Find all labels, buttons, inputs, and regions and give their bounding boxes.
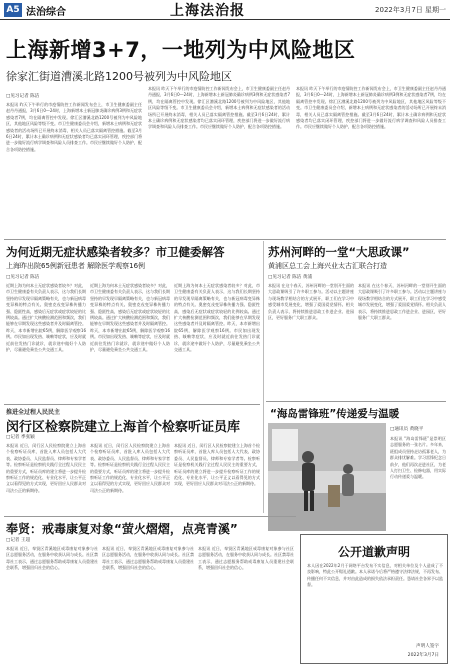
lead-body-col3: 本报讯 昨天下午举行的市疫情防控工作新闻发布会上，市卫生健康委副主任赵丹丹通报，3月6日0—24时，上海新增本土新冠肺炎确诊病例3例和无症状感染者7例，均在隔离管控中发现。徐汇区漕溪北路1200号被列为中风险地区，其他地区风险等级不变。市卫生健康委员会介绍，新增本土病例和无症状感染者的活动场所已开展终末消毒，相关人员已落实隔离管控措施。截至3月6日24时，累计本土确诊病例和无症状感染者均已落实闭环管理，疾控部门将进一步做好流行病学调查和风险人员排查工作。市民应继续做好个人防护，配合各项防控措施。: [296, 86, 446, 130]
article2-body-col1: 近期上海为何本土无症状感染者较多？对此，市卫生健康委有关负责人表示，这与我们长期坚持的早发现早隔离策略有关，也与新冠病毒变异株的特点有关。奥密克戎变异株传播力强、隐匿性高，感染后无症状或症状较轻的比例较高。通过扩大核酸检测范围和频次，我们能够在早期发现这些感染者并及时隔离管控。昨天，本市新增出院65例，解除医学观察16例。市民如出现发热、咳嗽等症状，应及时就近前往发热门诊就诊，就诊途中做好个人防护，尽量避免乘坐公共交通工具。: [6, 283, 86, 353]
photo-scene-icon: [268, 423, 386, 531]
section-name: 法治综合: [26, 7, 66, 18]
divider: [4, 239, 446, 240]
article4-body: 本报讯 “海岛雷锋班”是崇明区志愿服务的一张名片。多年来，班组成员坚持走访孤寡老人，为群众排忧解难。学习雷锋纪念日前夕，他们再次走进社区，为老人打扫卫生、检修电器，用实际行动传递爱与温暖。: [390, 436, 446, 480]
article6-headline: 奉贤：戒毒康复对象“萤火熠熠，点亮青溪”: [6, 522, 238, 536]
notice-date: 2022年3月7日: [407, 653, 439, 658]
article5-headline: 闵行区检察院建立上海首个检察听证员库: [6, 420, 241, 435]
divider: [4, 516, 296, 517]
lead-subhead: 徐家汇街道漕溪北路1200号被列为中风险地区: [6, 70, 232, 83]
article2-subhead: 上海昨出院65例新冠患者 解除医学观察16例: [6, 262, 146, 270]
issue-date: 2022年3月7日 星期一: [375, 6, 446, 14]
article2-body-col2: 近期上海为何本土无症状感染者较多？对此，市卫生健康委有关负责人表示，这与我们长期坚持的早发现早隔离策略有关，也与新冠病毒变异株的特点有关。奥密克戎变异株传播力强、隐匿性高，感染后无症状或症状较轻的比例较高。通过扩大核酸检测范围和频次，我们能够在早期发现这些感染者并及时隔离管控。昨天，本市新增出院65例，解除医学观察16例。市民如出现发热、咳嗽等症状，应及时就近前往发热门诊就诊，就诊途中做好个人防护，尽量避免乘坐公共交通工具。: [90, 283, 170, 353]
notice-signature: 声明人签字: [416, 644, 439, 649]
article3-headline: 苏州河畔的一堂“大思政课”: [268, 245, 410, 259]
article5-body-col3: 本报讯 近日，闵行区人民检察院建立上海首个检察听证员库，首批入库人员包括人大代表、政协委员、人民监督员、律师和专家学者等。检察听证是检察机关践行全过程人民民主的重要方式，听证员库的建立将进一步提升检察听证工作的规范化、专业化水平，让公平正义以看得见的方式实现，更好回应人民群众对司法公正的新期待。: [174, 443, 260, 487]
article6-body-col3: 本报讯 近日，奉贤区青溪地区戒毒康复对象参与社区志愿服务活动，在服务中收获认同与成长。社区禁毒社工表示，通过志愿服务帮助戒毒康复人员重建社会联系，增强回归社会的信心。: [198, 546, 294, 571]
notice-body: 本人因在2022年2月于网络平台发布不实信息，对相关单位及个人造成了不良影响，特此公开赔礼道歉。本人承诺今后将严格遵守法律法规，不再发布、传播任何不实信息，并对由此造成的损失依法承担责任。恳请社会各界予以监督。: [307, 563, 443, 588]
column-divider: [263, 241, 264, 513]
article2-headline: 为何近期无症状感染者较多？市卫健委解答: [6, 245, 225, 259]
article2-byline: □见习记者 陈洁: [6, 275, 40, 280]
article4-headline: “海岛雷锋班”传递爱与温暖: [270, 408, 400, 420]
article5-kicker: 推进全过程人民民主: [6, 409, 61, 416]
newspaper-logo: 上海法治报: [170, 3, 245, 19]
article6-byline: □记者 王超: [6, 538, 31, 543]
article4-photo: [268, 423, 386, 531]
page-number: A5: [4, 3, 22, 17]
lead-body-col1: 本报讯 昨天下午举行的市疫情防控工作新闻发布会上，市卫生健康委副主任赵丹丹通报，3月6日0—24时，上海新增本土新冠肺炎确诊病例3例和无症状感染者7例，均在隔离管控中发现。徐汇区漕溪北路1200号被列为中风险地区，其他地区风险等级不变。市卫生健康委员会介绍，新增本土病例和无症状感染者的活动场所已开展终末消毒，相关人员已落实隔离管控措施。截至3月6日24时，累计本土确诊病例和无症状感染者均已落实闭环管理，疾控部门将进一步做好流行病学调查和风险人员排查工作。市民应继续做好个人防护，配合各项防控措施。: [6, 102, 142, 152]
article4-byline: □通讯员 黄晓平: [390, 427, 424, 432]
article6-body-col1: 本报讯 近日，奉贤区青溪地区戒毒康复对象参与社区志愿服务活动，在服务中收获认同与成长。社区禁毒社工表示，通过志愿服务帮助戒毒康复人员重建社会联系，增强回归社会的信心。: [6, 546, 98, 571]
notice-title: 公开道歉声明: [337, 545, 410, 559]
article5-body-col1: 本报讯 近日，闵行区人民检察院建立上海首个检察听证员库，首批入库人员包括人大代表、政协委员、人民监督员、律师和专家学者等。检察听证是检察机关践行全过程人民民主的重要方式，听证员库的建立将进一步提升检察听证工作的规范化、专业化水平，让公平正义以看得见的方式实现，更好回应人民群众对司法公正的新期待。: [6, 443, 86, 493]
article5-body-col2: 本报讯 近日，闵行区人民检察院建立上海首个检察听证员库，首批入库人员包括人大代表、政协委员、人民监督员、律师和专家学者等。检察听证是检察机关践行全过程人民民主的重要方式，听证员库的建立将进一步提升检察听证工作的规范化、专业化水平，让公平正义以看得见的方式实现，更好回应人民群众对司法公正的新期待。: [90, 443, 170, 493]
article3-byline: □见习记者 陈洁 黄浦: [268, 275, 313, 280]
lead-body-col2: 本报讯 昨天下午举行的市疫情防控工作新闻发布会上，市卫生健康委副主任赵丹丹通报，3月6日0—24时，上海新增本土新冠肺炎确诊病例3例和无症状感染者7例，均在隔离管控中发现。徐汇区漕溪北路1200号被列为中风险地区，其他地区风险等级不变。市卫生健康委员会介绍，新增本土病例和无症状感染者的活动场所已开展终末消毒，相关人员已落实隔离管控措施。截至3月6日24时，累计本土确诊病例和无症状感染者均已落实闭环管理，疾控部门将进一步做好流行病学调查和风险人员排查工作。市民应继续做好个人防护，配合各项防控措施。: [148, 86, 290, 130]
lead-byline: □见习记者 陈洁: [6, 94, 40, 99]
article3-body-col2: 本报讯 在这个春天，苏州河畔的一堂别开生面的大思政课吸引了许多职工参与。活动以主题讲座与现场教学相结合的方式展开，职工们在学习中感受城市发展变化，增强了爱国爱党情怀。相关负责人表示，将持续推进思政工作进企业、进园区，更好服务广大职工群众。: [358, 283, 446, 321]
article3-subhead: 黄浦区总工会上海兴业太古汇联合打造: [268, 262, 387, 270]
article3-body-col1: 本报讯 在这个春天，苏州河畔的一堂别开生面的大思政课吸引了许多职工参与。活动以主题讲座与现场教学相结合的方式展开，职工们在学习中感受城市发展变化，增强了爱国爱党情怀。相关负责人表示，将持续推进思政工作进企业、进园区，更好服务广大职工群众。: [268, 283, 354, 321]
lead-headline: 上海新增3+7，一地列为中风险地区: [6, 38, 356, 62]
divider: [266, 401, 446, 402]
divider: [4, 404, 260, 405]
article5-byline: □记者 季张颖: [6, 435, 35, 440]
article2-body-col3: 近期上海为何本土无症状感染者较多？对此，市卫生健康委有关负责人表示，这与我们长期坚持的早发现早隔离策略有关，也与新冠病毒变异株的特点有关。奥密克戎变异株传播力强、隐匿性高，感染后无症状或症状较轻的比例较高。通过扩大核酸检测范围和频次，我们能够在早期发现这些感染者并及时隔离管控。昨天，本市新增出院65例，解除医学观察16例。市民如出现发热、咳嗽等症状，应及时就近前往发热门诊就诊，就诊途中做好个人防护，尽量避免乘坐公共交通工具。: [174, 283, 260, 353]
article6-body-col2: 本报讯 近日，奉贤区青溪地区戒毒康复对象参与社区志愿服务活动，在服务中收获认同与成长。社区禁毒社工表示，通过志愿服务帮助戒毒康复人员重建社会联系，增强回归社会的信心。: [102, 546, 194, 571]
apology-notice: [300, 534, 448, 664]
